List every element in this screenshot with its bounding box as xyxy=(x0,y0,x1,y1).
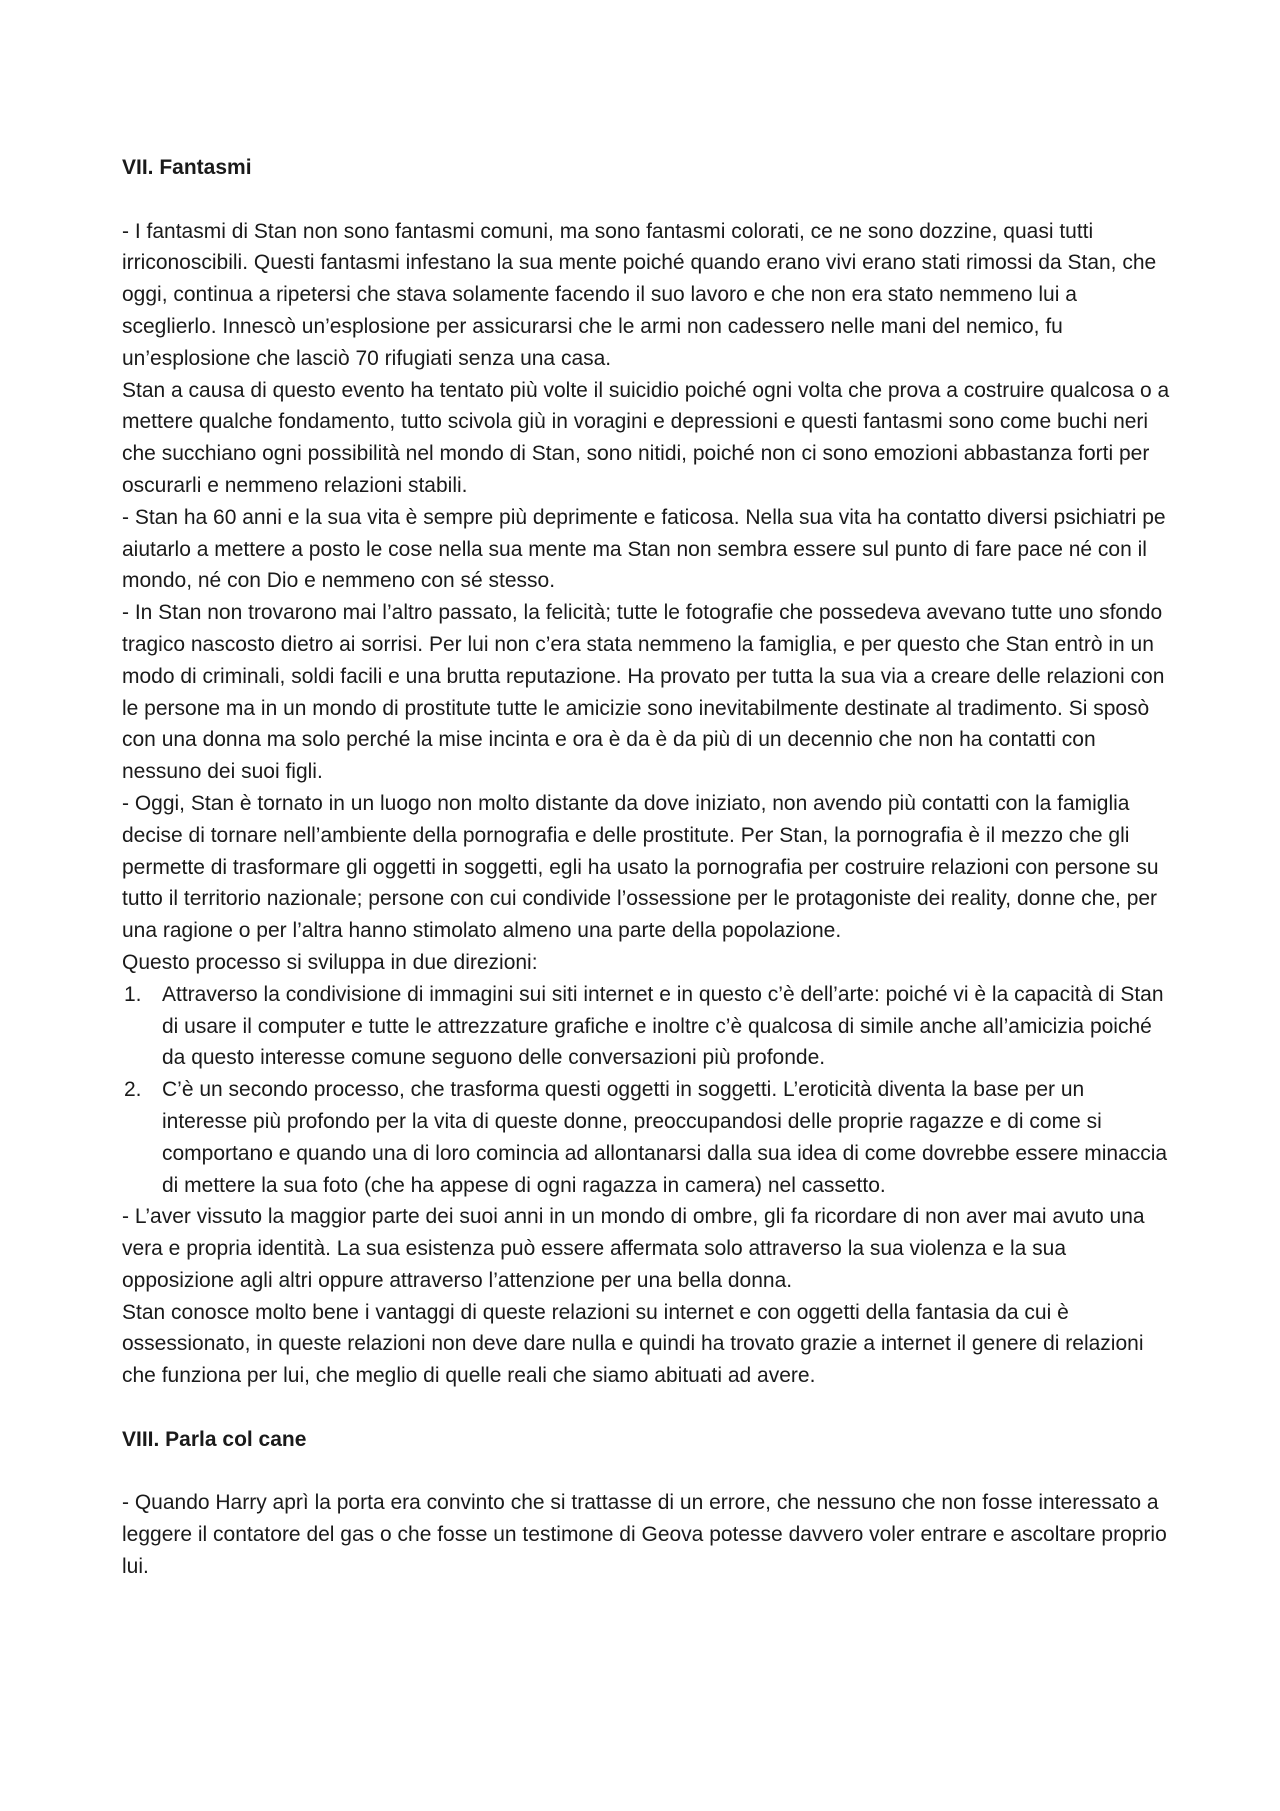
paragraph: - In Stan non trovarono mai l’altro passato, la felicità; tutte le fotografie che possedeva avevano tutte uno sfondo tragico nascosto dietro ai sorrisi. Per lui non c’era stata nemmeno la famiglia, e per questo che Stan entrò in un modo di criminali, soldi facili e una brutta reputazione. Ha provato per tutta la sua via a creare delle relazioni con le persone ma in un mondo di prostitute tutte le amicizie sono inevitabilmente destinate al tradimento. Si sposò con una donna ma solo perché la mise incinta e ora è da è da più di un decennio che non ha contatti con nessuno dei suoi figli. xyxy=(122,601,1165,784)
blank-line xyxy=(122,184,1172,216)
list-number: 1. xyxy=(124,982,142,1006)
blank-line xyxy=(122,1392,1172,1424)
numbered-list xyxy=(122,979,1172,1202)
section-heading-parla-col-cane: VIII. Parla col cane xyxy=(122,1427,307,1451)
blank-line xyxy=(122,1456,1172,1488)
list-item-text: C’è un secondo processo, che trasforma questi oggetti in soggetti. L’eroticità diventa la base per un interesse più profondo per la vita di queste donne, preoccupandosi delle proprie ragazze e di come si comportano e quando una di loro comincia ad allontanarsi dalla sua idea di come dovrebbe essere minaccia di mettere la sua foto (che ha appese di ogni ragazza in camera) nel cassetto. xyxy=(162,1078,1168,1197)
paragraph: Stan a causa di questo evento ha tentato più volte il suicidio poiché ogni volta che prova a costruire qualcosa o a mettere qualche fondamento, tutto scivola giù in voragini e depressioni e questi fantasmi sono come buchi neri che succhiano ogni possibilità nel mondo di Stan, sono nitidi, poiché non ci sono emozioni abbastanza forti per oscurarli e nemmeno relazioni stabili. xyxy=(122,378,1170,497)
list-item xyxy=(122,1074,1172,1201)
section-heading-fantasmi: VII. Fantasmi xyxy=(122,156,252,179)
list-item-text: Attraverso la condivisione di immagini sui siti internet e in questo c’è dell’arte: poiché vi è la capacità di Stan di usare il computer e tutte le attrezzature grafiche e inoltre c’è qualcosa di simile anche all’amicizia poiché da questo interesse comune seguono delle conversazioni più profonde. xyxy=(162,982,1164,1070)
paragraph: Questo processo si sviluppa in due direzioni: xyxy=(122,950,538,974)
document-body xyxy=(122,152,1172,1583)
paragraph: - L’aver vissuto la maggior parte dei suoi anni in un mondo di ombre, gli fa ricordare di non aver mai avuto una vera e propria identità. La sua esistenza può essere affermata solo attraverso la sua violenza e la sua opposizione agli altri oppure attraverso l’attenzione per una bella donna. xyxy=(122,1205,1145,1292)
list-item xyxy=(122,979,1172,1074)
paragraph: - I fantasmi di Stan non sono fantasmi comuni, ma sono fantasmi colorati, ce ne sono dozzine, quasi tutti irriconoscibili. Questi fantasmi infestano la sua mente poiché quando erano vivi erano stati rimossi da Stan, che oggi, continua a ripetersi che stava solamente facendo il suo lavoro e che non era stato nemmeno lui a sceglierlo. Innescò un’esplosione per assicurarsi che le armi non cadessero nelle mani del nemico, fu un’esplosione che lasciò 70 rifugiati senza una casa. xyxy=(122,219,1157,370)
paragraph: - Quando Harry aprì la porta era convinto che si trattasse di un errore, che nessuno che non fosse interessato a leggere il contatore del gas o che fosse un testimone di Geova potesse davvero voler entrare e ascoltare proprio lui. xyxy=(122,1491,1167,1579)
paragraph: - Oggi, Stan è tornato in un luogo non molto distante da dove iniziato, non avendo più contatti con la famiglia decise di tornare nell’ambiente della pornografia e delle prostitute. Per Stan, la pornografia è il mezzo che gli permette di trasformare gli oggetti in soggetti, egli ha usato la pornografia per costruire relazioni con persone su tutto il territorio nazionale; persone con cui condivide l’ossessione per le protagoniste dei reality, donne che, per una ragione o per l’altra hanno stimolato almeno una parte della popolazione. xyxy=(122,791,1159,943)
paragraph: - Stan ha 60 anni e la sua vita è sempre più deprimente e faticosa. Nella sua vita ha contatto diversi psichiatri pe aiutarlo a mettere a posto le cose nella sua mente ma Stan non sembra essere sul punto di fare pace né con il mondo, né con Dio e nemmeno con sé stesso. xyxy=(122,505,1166,593)
paragraph: Stan conosce molto bene i vantaggi di queste relazioni su internet e con oggetti della fantasia da cui è ossessionato, in queste relazioni non deve dare nulla e quindi ha trovato grazie a internet il genere di relazioni che funziona per lui, che meglio di quelle reali che siamo abituati ad avere. xyxy=(122,1300,1144,1388)
list-number: 2. xyxy=(124,1078,142,1102)
